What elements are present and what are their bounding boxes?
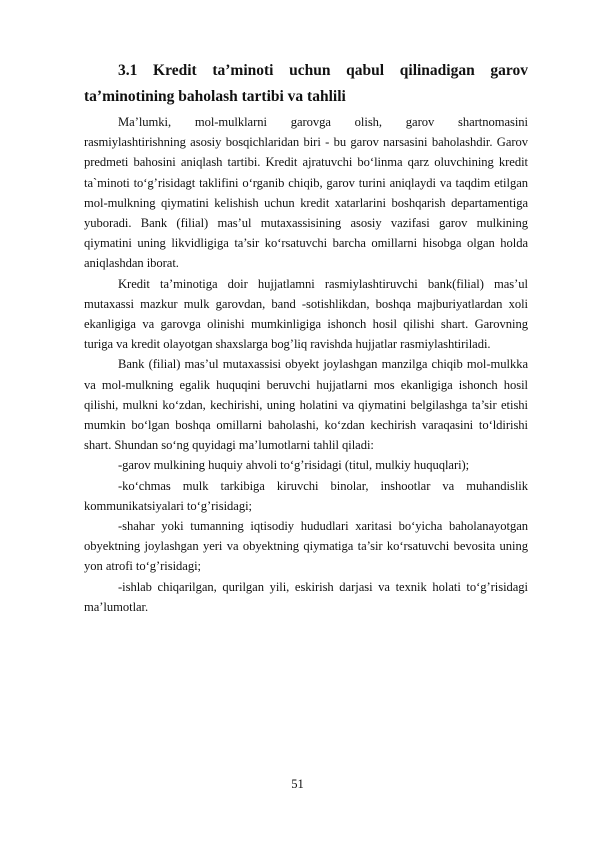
section-number: 3.1 [118, 62, 138, 79]
list-item-legal-status: -garov mulkining huquiy ahvoli to‘g’risidagi (titul, mulkiy huquqlari); [118, 458, 470, 473]
section-heading [84, 58, 528, 110]
document-page [84, 58, 528, 617]
paragraph-intro: Ma’lumki, mol-mulklarni garovga olish, garov shartnomasini rasmiylashtirishning asosiy bosqichlaridan biri - bu garov narsasini baholashdir. Garov predmeti bahosini aniqlash tartibi. Kredit ajratuvchi bo‘linma qarz oluvchining kredit ta`minoti to‘g’risidagt taklifini o‘rganib chiqib, garov turini aniqlaydi va taqdim etilgan mol-mulkning qiymatini kelishish uchun kredit xatarlarini boshqarish departamentiga yuboradi. Bank (filial) mas’ul mutaxassisining asosiy vazifasi garov mulkining qiymatini uning likvidligiga ta’sir ko‘rsatuvchi barcha omillarni hisobga olgan holda aniqlashdan iborat. [84, 115, 528, 271]
paragraph-documents: Kredit ta’minotiga doir hujjatlamni rasmiylashtiruvchi bank(filial) mas’ul mutaxassi mazkur mulk garovdan, band -sotishlikdan, boshqa majburiyatlardan xoli ekanligiga va garovga olinishi mumkinligiga ishonch hosil qilishi shart. Garovning turiga va kredit olayotgan shaxslarga bog’liq ravishda hujjatlar rasmiylashtiriladi. [84, 276, 528, 352]
list-item-location: -shahar yoki tumanning iqtisodiy hududlari xaritasi bo‘yicha baholanayotgan obyektning joylashgan yeri va obyektning qiymatiga ta’sir ko‘rsatuvchi bevosita uning yon atrofi to‘g’risidagi; [84, 519, 528, 574]
page-number: 51 [291, 777, 304, 791]
section-title: Kredit ta’minoti uchun qabul qilinadigan garov ta’minotining baholash tartibi va tahlili [84, 62, 528, 105]
list-item-buildings: -ko‘chmas mulk tarkibiga kiruvchi binolar, inshootlar va muhandislik kommunikatsiyalari to‘g’risidagi; [84, 478, 528, 513]
paragraph-inspection: Bank (filial) mas’ul mutaxassisi obyekt joylashgan manzilga chiqib mol-mulkka va mol-mulkning egalik huquqini beruvchi hujjatlarni mos ekanligiga ishonch hosil qilishi, mulkni ko‘zdan, kechirishi, uning holatini va qiymatini belgilashga ta’sir etishi mumkin bo‘lgan boshqa omillarni baholashi, ko‘zdan kechirish varaqasini to‘ldirishi shart. Shundan so‘ng quyidagi ma’lumotlarni tahlil qiladi: [84, 357, 528, 453]
list-item-technical-state: -ishlab chiqarilgan, qurilgan yili, eskirish darjasi va texnik holati to‘g’risidagi ma’lumotlar. [84, 579, 528, 614]
